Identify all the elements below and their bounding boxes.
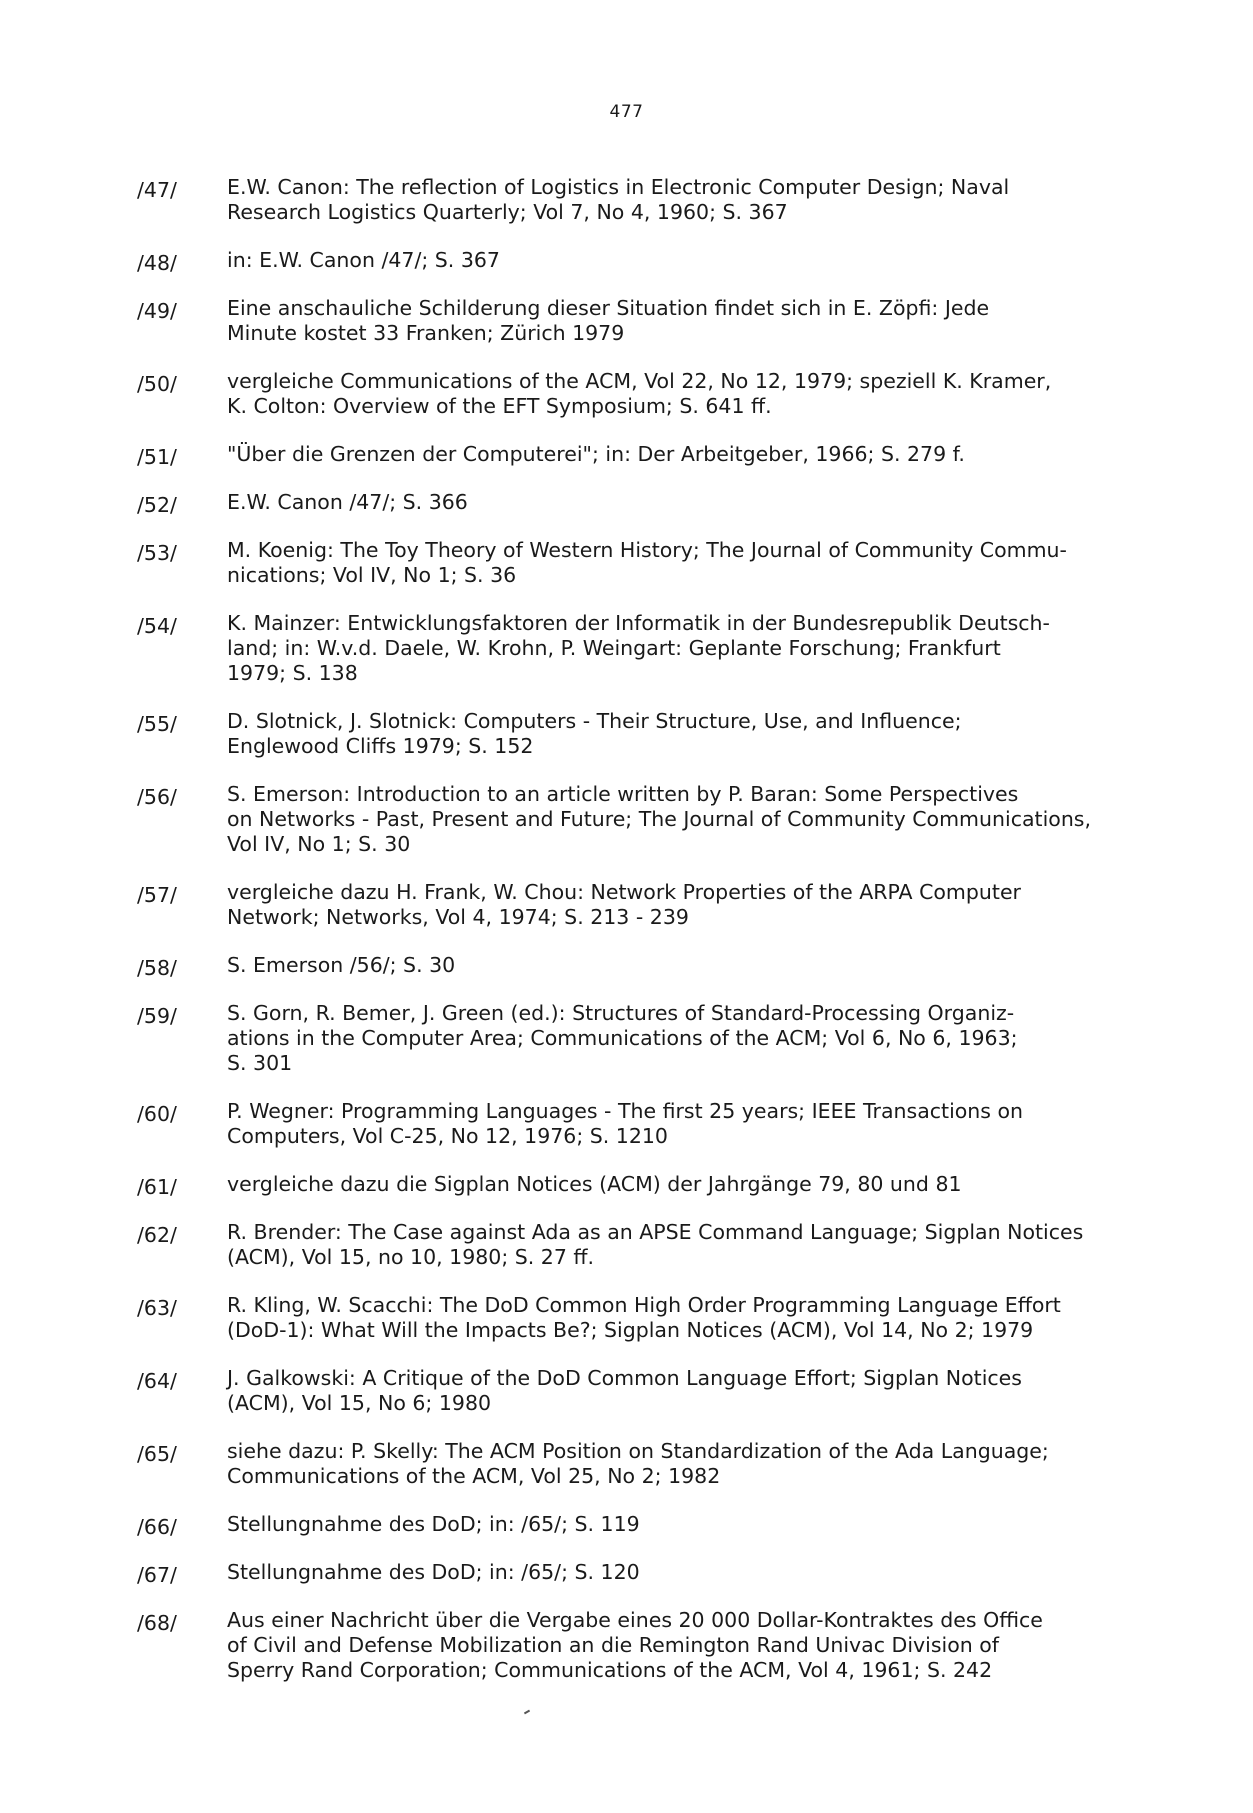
reference-text: M. Koenig: The Toy Theory of Western History; The Journal of Community Commu- nications; Vol IV, No 1; S. 36	[227, 538, 1067, 587]
reference-number: /62/	[137, 1223, 177, 1247]
reference-number: /51/	[137, 445, 177, 469]
reference-text: vergleiche Communications of the ACM, Vol 22, No 12, 1979; speziell K. Kramer, K. Colton: Overview of the EFT Symposium; S. 641 ff.	[227, 369, 1052, 418]
reference-65	[137, 1439, 1197, 1489]
reference-number: /63/	[137, 1296, 177, 1320]
reference-61	[137, 1172, 1197, 1197]
reference-64	[137, 1366, 1197, 1416]
reference-number: /56/	[137, 785, 177, 809]
reference-52	[137, 490, 1197, 515]
reference-68	[137, 1608, 1197, 1683]
reference-text: S. Gorn, R. Bemer, J. Green (ed.): Structures of Standard-Processing Organiz- ations in the Computer Area; Communications of the ACM; Vol 6, No 6, 1963; S. 301	[227, 1001, 1018, 1075]
reference-number: /54/	[137, 614, 177, 638]
reference-number: /55/	[137, 712, 177, 736]
scan-mark	[524, 1710, 530, 1715]
reference-62	[137, 1220, 1197, 1270]
reference-number: /52/	[137, 493, 177, 517]
reference-list	[137, 175, 1197, 1706]
reference-text: S. Emerson: Introduction to an article written by P. Baran: Some Perspectives on Networks - Past, Present and Future; The Journal of Community Communications, Vol IV, No 1; S. 30	[227, 782, 1092, 856]
reference-text: vergleiche dazu H. Frank, W. Chou: Network Properties of the ARPA Computer Network; Networks, Vol 4, 1974; S. 213 - 239	[227, 880, 1021, 929]
reference-text: S. Emerson /56/; S. 30	[227, 953, 456, 977]
reference-53	[137, 538, 1197, 588]
reference-56	[137, 782, 1197, 857]
reference-text: R. Kling, W. Scacchi: The DoD Common High Order Programming Language Effort (DoD-1): What Will the Impacts Be?; Sigplan Notices (ACM), Vol 14, No 2; 1979	[227, 1293, 1061, 1342]
reference-number: /48/	[137, 251, 177, 275]
page-number: 477	[609, 102, 644, 122]
reference-number: /64/	[137, 1369, 177, 1393]
reference-text: Eine anschauliche Schilderung dieser Situation findet sich in E. Zöpfi: Jede Minute kostet 33 Franken; Zürich 1979	[227, 296, 990, 345]
reference-54	[137, 611, 1197, 686]
reference-51	[137, 442, 1197, 467]
reference-text: R. Brender: The Case against Ada as an APSE Command Language; Sigplan Notices (ACM), Vol 15, no 10, 1980; S. 27 ff.	[227, 1220, 1084, 1269]
reference-text: Stellungnahme des DoD; in: /65/; S. 119	[227, 1512, 640, 1536]
reference-number: /68/	[137, 1611, 177, 1635]
reference-number: /59/	[137, 1004, 177, 1028]
reference-number: /60/	[137, 1102, 177, 1126]
reference-text: Aus einer Nachricht über die Vergabe eines 20 000 Dollar-Kontraktes des Office of Civil and Defense Mobilization an die Remington Rand Univac Division of Sperry Rand Corporation; Communications of the ACM, Vol 4, 1961; S. 242	[227, 1608, 1043, 1682]
reference-48	[137, 248, 1197, 273]
reference-49	[137, 296, 1197, 346]
reference-number: /65/	[137, 1442, 177, 1466]
reference-59	[137, 1001, 1197, 1076]
reference-55	[137, 709, 1197, 759]
reference-number: /58/	[137, 956, 177, 980]
reference-number: /61/	[137, 1175, 177, 1199]
reference-number: /50/	[137, 372, 177, 396]
reference-text: vergleiche dazu die Sigplan Notices (ACM) der Jahrgänge 79, 80 und 81	[227, 1172, 962, 1196]
reference-text: D. Slotnick, J. Slotnick: Computers - Their Structure, Use, and Influence; Englewood Cliffs 1979; S. 152	[227, 709, 962, 758]
reference-text: in: E.W. Canon /47/; S. 367	[227, 248, 500, 272]
reference-text: P. Wegner: Programming Languages - The first 25 years; IEEE Transactions on Computers, Vol C-25, No 12, 1976; S. 1210	[227, 1099, 1024, 1148]
reference-number: /57/	[137, 883, 177, 907]
reference-text: E.W. Canon: The reflection of Logistics in Electronic Computer Design; Naval Research Logistics Quarterly; Vol 7, No 4, 1960; S. 367	[227, 175, 1010, 224]
reference-58	[137, 953, 1197, 978]
reference-text: "Über die Grenzen der Computerei"; in: Der Arbeitgeber, 1966; S. 279 f.	[227, 442, 965, 466]
reference-number: /67/	[137, 1563, 177, 1587]
reference-number: /49/	[137, 299, 177, 323]
reference-text: J. Galkowski: A Critique of the DoD Common Language Effort; Sigplan Notices (ACM), Vol 15, No 6; 1980	[227, 1366, 1022, 1415]
reference-50	[137, 369, 1197, 419]
reference-57	[137, 880, 1197, 930]
reference-66	[137, 1512, 1197, 1537]
reference-text: K. Mainzer: Entwicklungsfaktoren der Informatik in der Bundesrepublik Deutsch- land; in: W.v.d. Daele, W. Krohn, P. Weingart: Geplante Forschung; Frankfurt 1979; S. 138	[227, 611, 1050, 685]
reference-47	[137, 175, 1197, 225]
reference-text: Stellungnahme des DoD; in: /65/; S. 120	[227, 1560, 640, 1584]
reference-60	[137, 1099, 1197, 1149]
reference-number: /53/	[137, 541, 177, 565]
reference-text: E.W. Canon /47/; S. 366	[227, 490, 468, 514]
reference-number: /47/	[137, 178, 177, 202]
reference-63	[137, 1293, 1197, 1343]
reference-67	[137, 1560, 1197, 1585]
reference-text: siehe dazu: P. Skelly: The ACM Position on Standardization of the Ada Language; Communications of the ACM, Vol 25, No 2; 1982	[227, 1439, 1049, 1488]
reference-number: /66/	[137, 1515, 177, 1539]
